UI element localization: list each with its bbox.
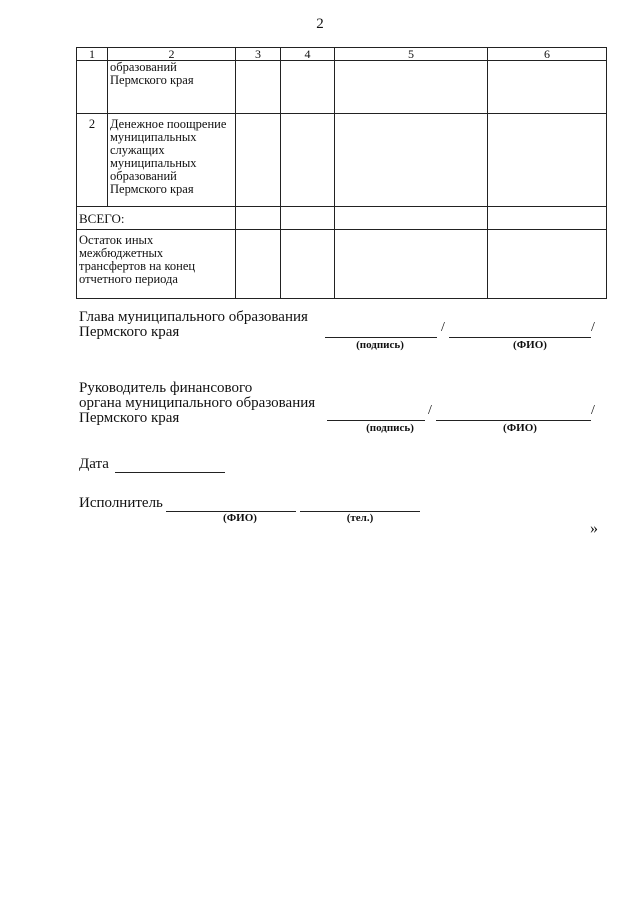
table-cell bbox=[281, 207, 335, 230]
table-cell bbox=[236, 230, 281, 299]
head-name-line[interactable] bbox=[449, 336, 591, 338]
page-number: 2 bbox=[316, 16, 324, 32]
column-header: 1 bbox=[77, 48, 108, 61]
name-caption: (ФИО) bbox=[513, 339, 547, 351]
separator-slash: / bbox=[428, 403, 432, 418]
table-cell bbox=[236, 61, 281, 114]
column-header: 3 bbox=[236, 48, 281, 61]
finance-name-line[interactable] bbox=[436, 419, 591, 421]
executor-name-caption: (ФИО) bbox=[223, 512, 257, 524]
table-cell bbox=[488, 207, 607, 230]
finance-signature-line[interactable] bbox=[327, 419, 425, 421]
table-cell bbox=[236, 114, 281, 207]
table-cell bbox=[335, 230, 488, 299]
signature-caption: (подпись) bbox=[366, 422, 414, 434]
table-cell bbox=[335, 61, 488, 114]
date-label: Дата bbox=[79, 456, 109, 472]
column-header: 4 bbox=[281, 48, 335, 61]
closing-quote: » bbox=[590, 520, 598, 537]
row-name bbox=[108, 114, 236, 207]
table-header-row bbox=[77, 48, 607, 61]
executor-phone-caption: (тел.) bbox=[346, 512, 374, 524]
separator-slash: / bbox=[441, 320, 445, 335]
table-cell bbox=[488, 61, 607, 114]
signature-caption: (подпись) bbox=[356, 339, 404, 351]
head-signature-title: Глава муниципального образования Пермского края bbox=[79, 309, 308, 340]
column-header: 5 bbox=[335, 48, 488, 61]
table-row bbox=[77, 114, 607, 207]
row-number: 2 bbox=[77, 114, 108, 207]
table-cell bbox=[281, 61, 335, 114]
remainder-label-text: Остаток иных межбюджетных трансфертов на конец отчетного периода bbox=[79, 233, 196, 286]
row-name-text: образований Пермского края bbox=[110, 60, 194, 87]
table-cell bbox=[488, 230, 607, 299]
row-number bbox=[77, 61, 108, 114]
name-caption: (ФИО) bbox=[503, 422, 537, 434]
total-label: ВСЕГО: bbox=[77, 207, 236, 230]
column-header: 6 bbox=[488, 48, 607, 61]
remainder-row bbox=[77, 230, 607, 299]
remainder-label bbox=[77, 230, 236, 299]
table-cell bbox=[335, 207, 488, 230]
table-cell bbox=[488, 114, 607, 207]
report-table bbox=[76, 47, 607, 299]
total-row bbox=[77, 207, 607, 230]
separator-slash: / bbox=[591, 320, 595, 335]
head-signature-line[interactable] bbox=[325, 336, 437, 338]
row-name bbox=[108, 61, 236, 114]
table-cell bbox=[281, 114, 335, 207]
separator-slash: / bbox=[591, 403, 595, 418]
row-name-text: Денежное поощрение муниципальных служащих муниципальных образований Пермского края bbox=[110, 117, 227, 196]
executor-label: Исполнитель bbox=[79, 495, 163, 511]
column-header: 2 bbox=[108, 48, 236, 61]
table-row bbox=[77, 61, 607, 114]
date-line[interactable] bbox=[115, 471, 225, 473]
table-cell bbox=[236, 207, 281, 230]
table-cell bbox=[281, 230, 335, 299]
table-cell bbox=[335, 114, 488, 207]
finance-signature-title: Руководитель финансового органа муниципального образования Пермского края bbox=[79, 380, 316, 426]
